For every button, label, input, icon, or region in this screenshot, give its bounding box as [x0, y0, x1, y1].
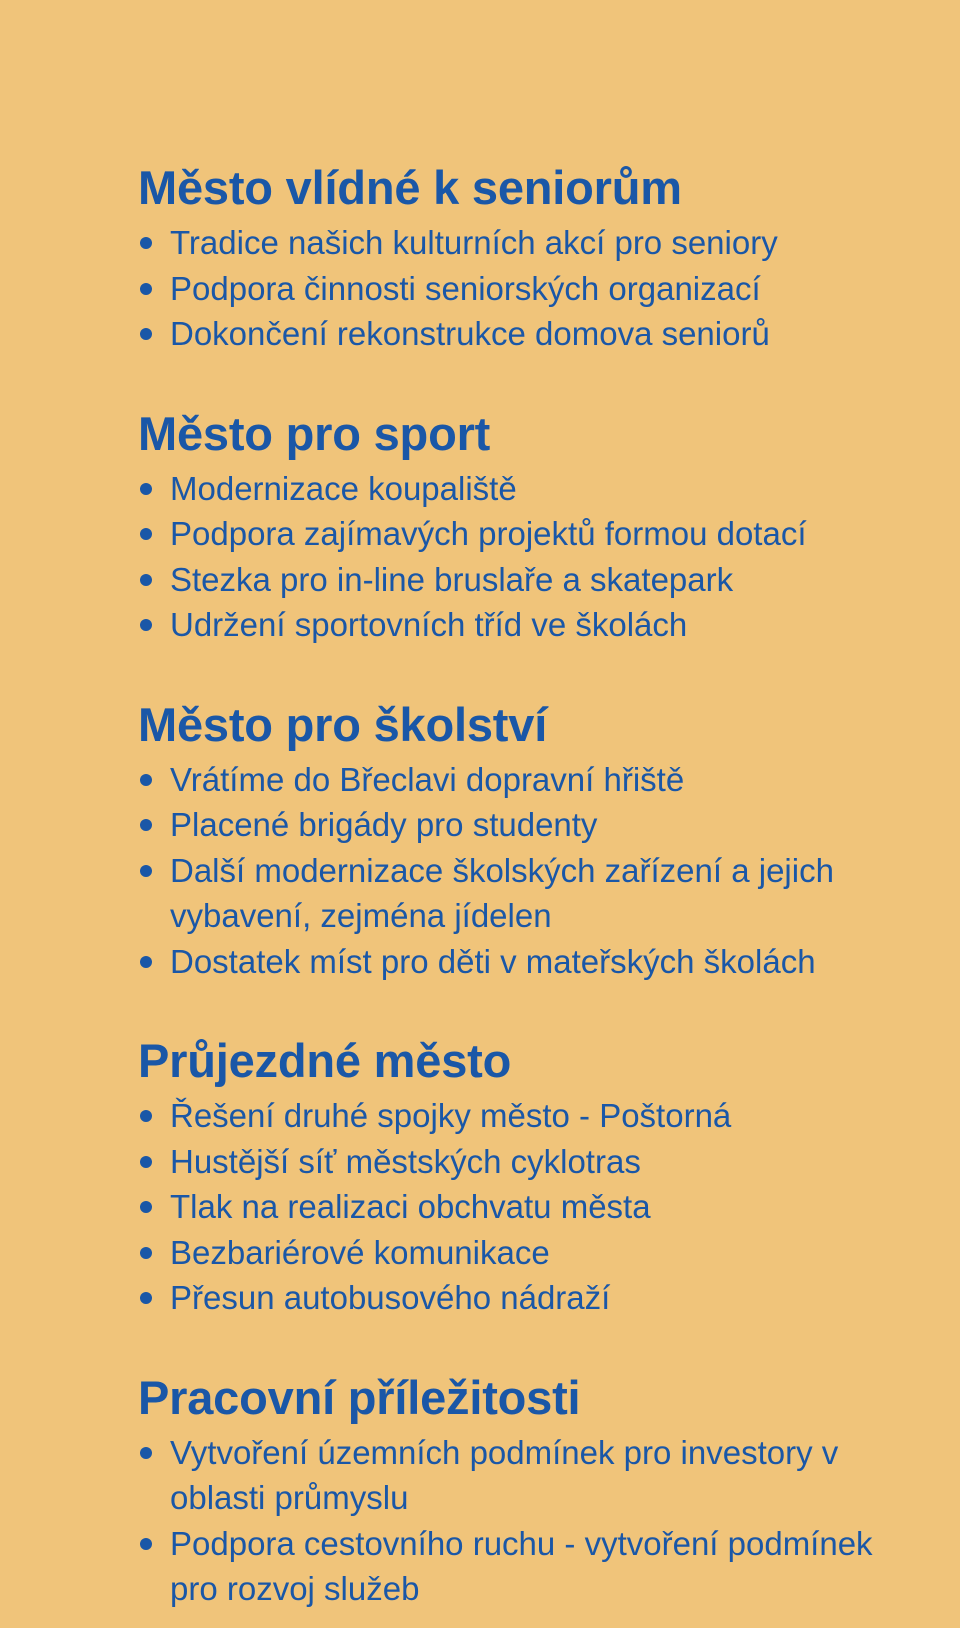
list-item-text: Řešení druhé spojky město - Poštorná	[170, 1097, 732, 1134]
list-item-text: Vytvoření územních podmínek pro investory v oblasti průmyslu	[170, 1433, 839, 1516]
bullet-dot-icon	[140, 1156, 152, 1168]
section-title: Město pro sport	[138, 406, 491, 460]
list-item-text: Modernizace koupaliště	[170, 469, 517, 507]
list-item	[138, 1430, 900, 1521]
bullet-list	[138, 466, 900, 648]
list-item-text: Další modernizace školských zařízení a jejich vybavení, zejména jídelen	[170, 851, 834, 934]
bullet-dot-icon	[140, 1201, 152, 1213]
bullet-dot-icon	[140, 1447, 152, 1459]
bullet-dot-icon	[140, 237, 152, 249]
bullet-dot-icon	[140, 1110, 152, 1122]
bullet-dot-icon	[140, 283, 152, 295]
list-item-text: Hustější síť městských cyklotras	[170, 1142, 641, 1180]
list-item-text: Dokončení rekonstrukce domova seniorů	[170, 315, 770, 352]
list-item	[138, 1184, 900, 1230]
section-title: Pracovní příležitosti	[138, 1370, 581, 1424]
bullet-list	[138, 1430, 900, 1612]
list-item-text: Bezbariérové komunikace	[170, 1233, 550, 1271]
list-item-text: Vrátíme do Břeclavi dopravní hřiště	[170, 760, 685, 798]
list-item	[138, 1275, 900, 1321]
bullet-dot-icon	[140, 483, 152, 495]
bullet-list	[138, 757, 900, 985]
bullet-dot-icon	[140, 574, 152, 586]
list-item	[138, 311, 900, 357]
section-title: Město pro školství	[138, 697, 548, 751]
bullet-dot-icon	[140, 1292, 152, 1304]
bullet-dot-icon	[140, 819, 152, 831]
bullet-dot-icon	[140, 956, 152, 968]
list-item-text: Podpora činnosti seniorských organizací	[170, 269, 761, 307]
list-item-text: Placené brigády pro studenty	[170, 806, 598, 843]
bullet-dot-icon	[140, 328, 152, 340]
list-item-text: Dostatek míst pro děti v mateřských školách	[170, 942, 816, 980]
list-item-text: Udržení sportovních tříd ve školách	[170, 606, 688, 643]
list-item-text: Podpora cestovního ruchu - vytvoření podmínek pro rozvoj služeb	[170, 1524, 873, 1607]
section-title: Město vlídné k seniorům	[138, 161, 682, 214]
list-item	[138, 848, 900, 939]
list-item-text: Tlak na realizaci obchvatu města	[170, 1188, 651, 1225]
bullet-list	[138, 220, 900, 357]
list-item	[138, 557, 900, 603]
section-sport	[138, 406, 900, 648]
bullet-dot-icon	[140, 528, 152, 540]
section-title: Průjezdné město	[138, 1034, 512, 1087]
list-item	[138, 1093, 900, 1139]
bullet-dot-icon	[140, 1247, 152, 1259]
list-item	[138, 511, 900, 557]
list-item	[138, 757, 900, 803]
bullet-dot-icon	[140, 865, 152, 877]
section-seniors	[138, 160, 900, 357]
list-item	[138, 220, 900, 266]
list-item	[138, 602, 900, 648]
bullet-dot-icon	[140, 774, 152, 786]
list-item	[138, 802, 900, 848]
list-item	[138, 1230, 900, 1276]
bullet-list	[138, 1093, 900, 1321]
list-item-text: Podpora zajímavých projektů formou dotací	[170, 515, 807, 552]
list-item	[138, 1521, 900, 1612]
list-item	[138, 1139, 900, 1185]
list-item	[138, 266, 900, 312]
list-item-text: Přesun autobusového nádraží	[170, 1279, 611, 1316]
section-transport	[138, 1033, 900, 1321]
section-jobs	[138, 1370, 900, 1612]
list-item	[138, 939, 900, 985]
list-item-text: Stezka pro in-line bruslaře a skatepark	[170, 560, 734, 598]
list-item-text: Tradice našich kulturních akcí pro seniory	[170, 224, 778, 261]
section-education	[138, 697, 900, 985]
bullet-dot-icon	[140, 619, 152, 631]
bullet-dot-icon	[140, 1538, 152, 1550]
list-item	[138, 466, 900, 512]
